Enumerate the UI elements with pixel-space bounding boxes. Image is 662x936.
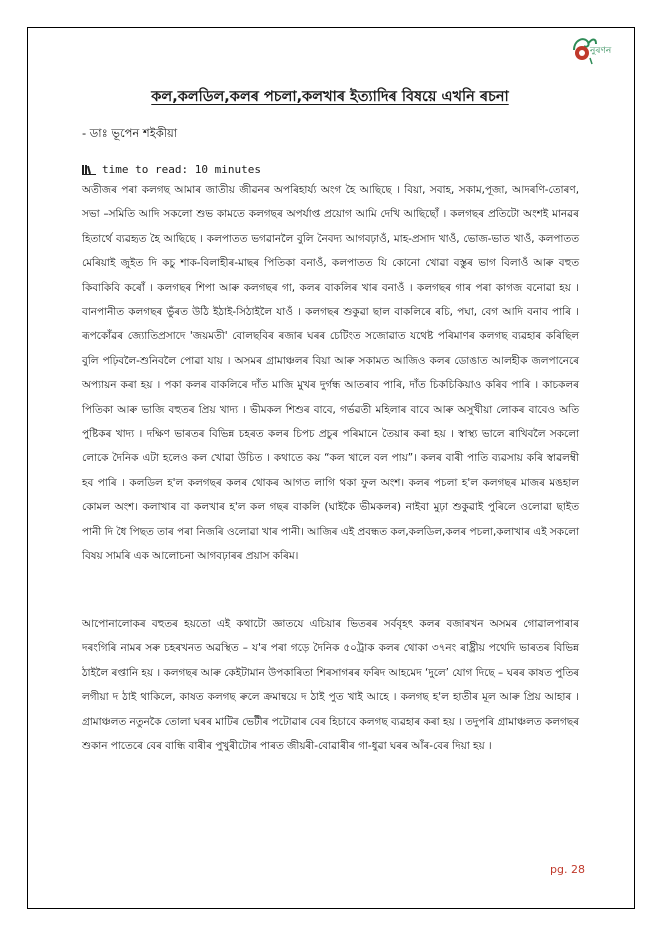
book-icon [82, 164, 96, 175]
reading-time-text: time to read: 10 minutes [102, 163, 261, 176]
logo-text: নুৰণন [590, 46, 612, 56]
paragraph-1: অতীজৰ পৰা কলগছ আমাৰ জাতীয় জীৱনৰ অপৰিহাৰ্য্য অংগ হৈ আছিছে । বিয়া, সবাহ, সকাম,পূজা, আদৰণি-তোৰণ, সভা –সমিতি আদি সকলো শুভ কামতে কলগছৰ অপৰ্যাপ্ত প্ৰয়োগ আমি দেখি আছিছোঁ । কলগছৰ প্ৰতিটো অংশই মানৱৰ হিতাৰ্থে ব্যৱহৃত হৈ আছিছে । কলপাতত ভগৱানলৈ বুলি নৈবদ্য আগবঢ়াওঁ, মাহ-প্ৰসাদ খাওঁ, ভোজ-ভাত খাওঁ, কলপাতত মেৰিয়াই জুইত দি কচু শাক-বিলাহীৰ-মাছৰ পিতিকা বনাওঁ, কলপাতত যি কোনো খোৱা বস্তুৰ ভাগ বিলাওঁ আৰু বহুত কিবাকিবি কৰোঁ । কলগছৰ শিপা আৰু কলগছৰ গা, কলৰ বাকলিৰ খাৰ বনাওঁ । কলগছৰ গাৰ পৰা কাগজ বনোৱা হয় । বানপানীত কলগছৰ ভুঁৰত উঠি ইঠাই-সিঠাইলৈ যাওঁ । কলগছৰ শুকুৱা ছাল বাকলিৰে ৰচি, পঘা, বেগ আদি বনাব পাৰি । ৰূপকোঁৱৰ জ্যোতিপ্ৰসাদে 'জয়মতী' বোলছবিৰ ৰজাৰ ঘৰৰ চেটিংত সজোৱাত যথেষ্ট পৰিমাণৰ কলগছ ব্যৱহাৰ কৰিছিল বুলি পঢ়িবলৈ-শুনিবলৈ পোৱা যায় । অসমৰ গ্ৰামাঞ্চলৰ বিয়া আৰু সকামত আজিও কলৰ ডোঙাত আলহীক জলপানেৰে অপ্যায়ন কৰা হয় । পকা কলৰ বাকলিৰে দাঁত মাজি মুখৰ দুৰ্গন্ধ আতৰাব পাৰি, দাঁত চিকচিকিয়াও কৰিব পাৰি । কাচকলৰ পিতিকা আৰু ভাজি বহুতৰ প্ৰিয় খাদ্য । ভীমকল শিশুৰ বাবে, গৰ্ভৱতী মহিলাৰ বাবে আৰু অসুখীয়া লোকৰ বাবেও অতি পুষ্টিকৰ খাদ্য । দক্ষিণ ভাৰতৰ বিভিন্ন চহৰত কলৰ চিপচ প্ৰচুৰ পৰিমানে তৈয়াৰ কৰা হয় । স্বাস্থ্য ভালে ৰাখিবলৈ সকলো লোকে দৈনিক এটা হলেও কল খোৱা উচিত । কথাতে কয় “কল খালে বল পায়”। কলৰ বাৰী পাতি ব্যৱসায় কৰি স্বাৱলম্বী হব পাৰি । কলডিল হ'ল কলগছৰ কলৰ থোকৰ আগত লাগি থকা ফুল অংশ। কলৰ পচলা হ'ল কলগছৰ মাজৰ মঙহাল কোমল অংশ। কলাখাৰ বা কলখাৰ হ'ল কল গছৰ বাকলি (ঘাইকৈ ভীমকলৰ) নাইবা মুঢ়া শুকুৱাই পুৰিলে ওলোৱা ছাইত পানী দি ধৈ পিছত তাৰ পৰা নিজৰি ওলোৱা খাৰ পানী। আজিৰ এই প্ৰবন্ধত কল,কলডিল,কলৰ পচলা,কলাখাৰ এই সকলো বিষয় সামৰি এক আলোচনা আগবঢ়াৰৰ প্ৰয়াস কৰিম। [82, 184, 579, 563]
page-number: pg. 28 [550, 863, 585, 876]
paragraph-2: আপোনালোকৰ বহুতৰ হয়তো এই কথাটো জ্ঞাতযে এচিয়াৰ ভিতৰৰ সৰ্ববৃহৎ কলৰ বজাৰখন অসমৰ গোৱালপাৰাৰ দৰংগিৰি নামৰ সৰু চহৰখনত অৱস্থিত – য'ৰ পৰা গড়ে দৈনিক ৫০ট্ৰাক কলৰ থোকা ৩৭নং ৰাষ্ট্ৰীয় পথেদি ভাৰতৰ বিভিন্ন ঠাইলৈ ৰপ্তানি হয় । কলগছৰ আৰু কেইটামান উপকাৰিতা শিৰসাগৰৰ ফৰিদ আহমেদ ‘দুলে’ যোগ দিছে – ঘৰৰ কাষত পুতিৰ লগীয়া দ ঠাই থাকিলে, কাষত কলগছ ৰুলে ক্ৰমান্বয়ে দ ঠাই পুত খাই আহে । কলগছ হ'ল হাতীৰ মূল আৰু প্ৰিয় আহাৰ । গ্ৰামাঞ্চলত নতুনকৈ তোলা ঘৰৰ মাটিৰ ভেটীৰ পটোৱাৰ বেৰ হিচাবে কলগছ ব্যৱহাৰ কৰা হয় । তদুপৰি গ্ৰামাঞ্চলত কলগছৰ শুকান পাতেৰে বেৰ বান্ধি বাৰীৰ পুখুৰীটোৰ পাৰত জীয়ৰী-বোৱাৰীৰ গা-ধুৱা ঘৰৰ আঁৰ-বেৰ দিয়া হয় । [82, 618, 579, 753]
reading-time [82, 163, 261, 176]
author-line: - ডাঃ ভূপেন শইকীয়া [82, 126, 178, 140]
article-title: কল,কলডিল,কলৰ পচলা,কলখাৰ ইত্যাদিৰ বিষয়ে এখনি ৰচনা [151, 89, 509, 105]
